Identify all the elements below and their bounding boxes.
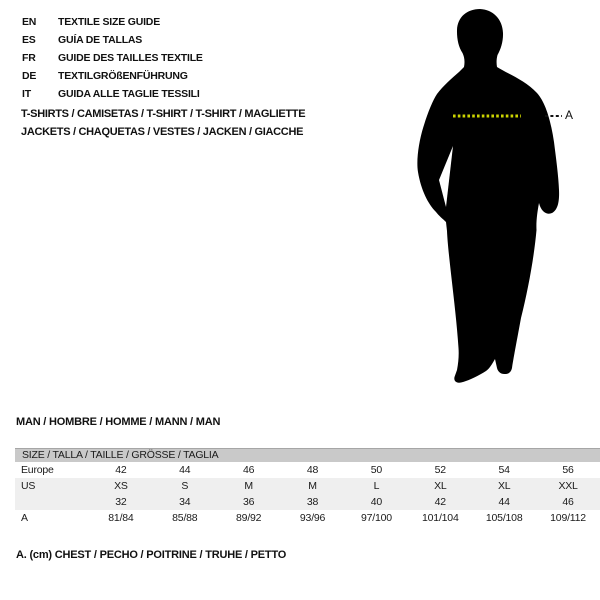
- size-cell: 52: [434, 464, 446, 476]
- language-label: GUIDE DES TAILLES TEXTILE: [58, 52, 203, 64]
- size-cell: 32: [89, 494, 153, 510]
- size-cell: S: [153, 478, 217, 494]
- size-cell: 46: [243, 464, 255, 476]
- language-label: TEXTILE SIZE GUIDE: [58, 16, 160, 28]
- size-cell: 34: [153, 494, 217, 510]
- size-cell: 50: [370, 464, 383, 476]
- section-title: MAN / HOMBRE / HOMME / MANN / MAN: [16, 416, 221, 428]
- size-cell: XXL: [536, 478, 600, 494]
- man-silhouette-shape: [417, 9, 559, 383]
- language-row-fr: [22, 49, 203, 67]
- size-row-us: [15, 478, 600, 494]
- language-code: FR: [22, 52, 36, 64]
- size-cell: 48: [306, 464, 319, 476]
- row-label: US: [15, 478, 89, 494]
- language-code: ES: [22, 34, 36, 46]
- size-table-header: SIZE / TALLA / TAILLE / GRÖSSE / TAGLIA: [15, 448, 600, 462]
- language-code: IT: [22, 88, 31, 100]
- language-label: GUÍA DE TALLAS: [58, 34, 143, 46]
- size-cell: 36: [217, 494, 281, 510]
- size-cell: 97/100: [360, 512, 392, 524]
- size-cell: M: [217, 478, 281, 494]
- row-label: A: [21, 512, 28, 524]
- size-cell: 46: [536, 494, 600, 510]
- size-cell: M: [281, 478, 345, 494]
- measurement-label-a: A: [565, 108, 574, 122]
- size-cell: 85/88: [172, 512, 198, 524]
- size-cell: 101/104: [422, 512, 459, 524]
- language-code: EN: [22, 16, 37, 28]
- size-cell: 44: [179, 464, 191, 476]
- size-cell: L: [345, 478, 409, 494]
- size-cell: 44: [472, 494, 536, 510]
- size-cell: 89/92: [236, 512, 262, 524]
- row-label: Europe: [21, 464, 54, 476]
- size-cell: XL: [408, 478, 472, 494]
- size-cell: 109/112: [550, 512, 586, 524]
- row-label: [15, 494, 89, 510]
- language-row-it: [22, 85, 203, 103]
- category-lines: [21, 105, 305, 141]
- category-line-tshirts: T-SHIRTS / CAMISETAS / T-SHIRT / T-SHIRT / MAGLIETTE: [21, 108, 306, 120]
- language-list: [22, 13, 203, 103]
- size-cell: 42: [408, 494, 472, 510]
- size-table: [15, 462, 600, 526]
- size-cell: 42: [115, 464, 127, 476]
- size-cell: 81/84: [108, 512, 134, 524]
- category-line-jackets: JACKETS / CHAQUETAS / VESTES / JACKEN / GIACCHE: [21, 126, 304, 138]
- language-code: DE: [22, 70, 37, 82]
- size-cell: XS: [89, 478, 153, 494]
- measurement-footnote: A. (cm) CHEST / PECHO / POITRINE / TRUHE / PETTO: [16, 549, 287, 561]
- language-label: TEXTILGRÖßENFÜHRUNG: [58, 70, 188, 82]
- size-cell: 38: [281, 494, 345, 510]
- size-row-us-numeric: [15, 494, 600, 510]
- size-row-europe: [15, 462, 600, 478]
- size-cell: 93/96: [299, 512, 326, 524]
- language-label: GUIDA ALLE TAGLIE TESSILI: [58, 88, 200, 100]
- size-cell: XL: [472, 478, 536, 494]
- size-cell: 56: [562, 464, 574, 476]
- language-row-de: [22, 67, 203, 85]
- size-cell: 54: [498, 464, 510, 476]
- language-row-en: [22, 13, 203, 31]
- language-row-es: [22, 31, 203, 49]
- size-cell: 40: [345, 494, 409, 510]
- man-silhouette: [400, 0, 600, 400]
- size-row-chest-a: [15, 510, 600, 526]
- size-cell: 105/108: [485, 512, 523, 524]
